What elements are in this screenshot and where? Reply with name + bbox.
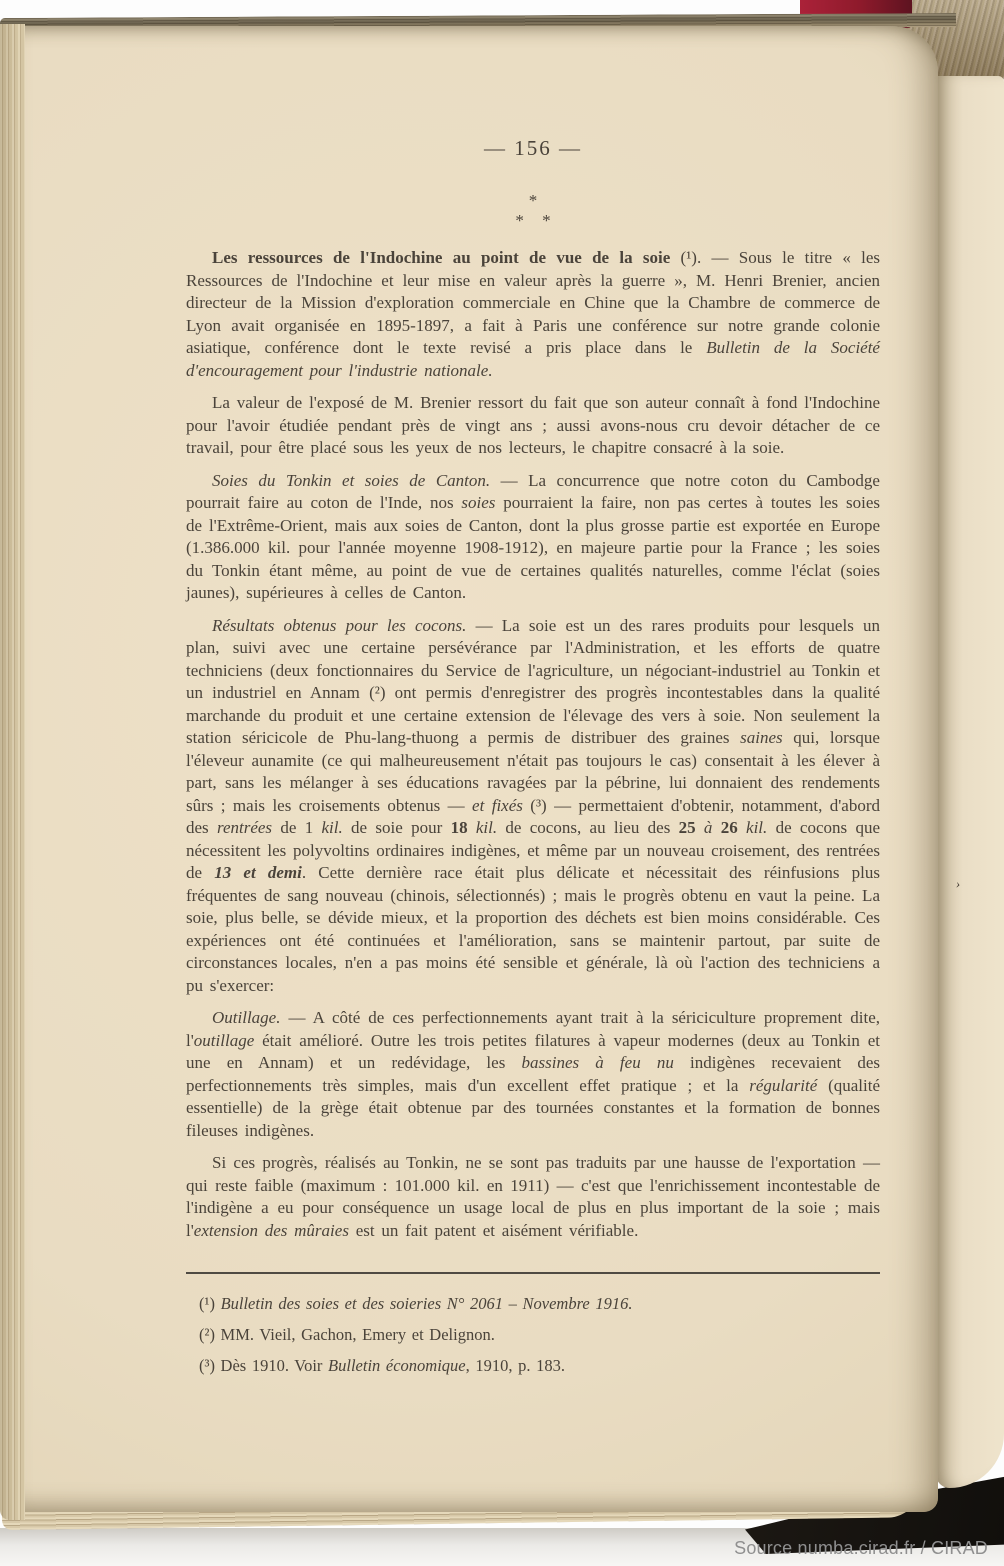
text-segment: 26 xyxy=(720,818,738,837)
text-segment: bassines à feu nu xyxy=(521,1053,674,1072)
text-segment: (qualité essentielle) de la grège était obtenue par des tournées constantes et la formation de bonnes fileuses indigènes. xyxy=(186,1075,881,1140)
text-segment: Soies du Tonkin et soies de Canton. xyxy=(212,470,491,490)
text-segment: (¹). — Sous le titre « les Ressources de l'Indochine et leur mise en valeur après la guerre », M. Henri Brenier, ancien directeur de la Mission d'exploration commerciale en Chine que la Chambre de commerce de Lyon avait organisée en 1895-1897, a fait à Paris une conférence sur notre grande colonie asiatique, conférence dont le texte revisé a pris place dans le xyxy=(186,248,880,357)
asterisk-pair: * * xyxy=(515,211,551,230)
printed-content xyxy=(186,136,880,1385)
text-segment: 18 xyxy=(450,818,468,837)
page-number: — 156 — xyxy=(484,136,582,160)
text-segment: de 1 xyxy=(272,818,322,837)
text-segment: 25 xyxy=(678,818,696,837)
text-segment: est un fait patent et aisément vérifiable. xyxy=(348,1220,639,1240)
footnote xyxy=(186,1354,880,1378)
text-segment: Bulletin des soies et des soieries N° 2061 – Novembre 1916. xyxy=(220,1294,633,1313)
footnotes xyxy=(186,1292,880,1378)
paragraph xyxy=(186,470,880,605)
text-segment: était amélioré. Outre les trois petites filatures à vapeur modernes (deux au Tonkin et une en Annam) et un redévidage, les xyxy=(186,1030,880,1072)
paragraph xyxy=(186,1007,880,1142)
text-segment: à xyxy=(695,818,721,837)
text-segment: rentrées xyxy=(216,818,273,837)
text-segment: de cocons que nécessitent les polyvoltins ordinaires indigènes, et même par un nouveau croisement, des rentrées de xyxy=(186,818,880,882)
footnote xyxy=(186,1292,880,1316)
text-segment: outillage xyxy=(193,1030,255,1050)
text-segment: 13 et demi xyxy=(214,863,302,882)
text-segment: — La concurrence que notre coton du Cambodge pourrait faire au coton de l'Inde, nos xyxy=(186,470,880,512)
text-segment: Bulletin économique xyxy=(328,1356,466,1375)
text-segment: La valeur de l'exposé de M. Brenier ressort du fait que son auteur connaît à fond l'Indochine pour l'avoir étudiée pendant près de vingt ans ; aussi avons-nous cru devoir détacher de ce travail, pour être placé sous les yeux de nos lecteurs, le chapitre consacré à la soie. xyxy=(186,393,880,457)
text-segment: Résultats obtenus pour les cocons. xyxy=(212,615,467,635)
text-segment: , 1910, p. 183. xyxy=(465,1356,566,1375)
source-credit: Source numba.cirad.fr / CIRAD xyxy=(734,1538,988,1558)
paragraph xyxy=(186,247,880,382)
footnote-rule xyxy=(186,1272,880,1274)
text-segment: Les ressources de l'Indochine au point de vue de la soie xyxy=(212,248,681,267)
article-body xyxy=(186,247,880,1242)
text-segment: saines xyxy=(740,728,783,747)
paragraph xyxy=(186,392,880,460)
page-speck-mark: › xyxy=(955,875,962,892)
asterisk-top: * xyxy=(528,191,538,210)
text-segment: extension des mûraies xyxy=(193,1220,349,1240)
paragraph xyxy=(186,1152,880,1242)
left-page-edges xyxy=(0,24,25,1520)
text-segment: (¹) xyxy=(199,1294,221,1313)
facing-page-edge xyxy=(936,76,1004,1488)
text-segment: pourraient la faire, non pas certes à toutes les soies de l'Extrême-Orient, mais aux soies de Canton, dont la plus grosse partie est exportée en Europe (1.386.000 kil. pour l'année moyenne 1908-1912), en majeure partie pour la France ; les soies du Tonkin étant même, au point de vue de certaines qualités naturelles, comme l'éclat (soies jaunes), supérieures à celles de Canton. xyxy=(186,493,880,602)
text-segment: . Cette dernière race était plus délicate et nécessitait des réinfusions plus fréquentes de sang nouveau (chinois, sélectionnés) ; mais le progrès obtenu en vaut la peine. La soie, plus belle, se dévide mieux, et la proportion des déchets est bien moins considérable. Ces expériences ont été continuées et l'amélioration, sans se maintenir partout, par suite de circonstances locales, n'en a pas moins été sensible et générale, là où l'action des techniciens a pu s'exercer: xyxy=(186,863,880,995)
text-segment: — A côté de ces perfectionnements ayant trait à la sériciculture proprement dite, l' xyxy=(186,1008,880,1050)
footnote xyxy=(186,1323,880,1347)
text-segment: kil. xyxy=(737,818,768,837)
text-segment: Si ces progrès, réalisés au Tonkin, ne se sont pas traduits par une hausse de l'exportation — qui reste faible (maximum : 101.000 kil. en 1911) — c'est que l'enrichissement incontestable de l'indigène a eu pour conséquence un usage local de plus en plus important de la soie ; mais l' xyxy=(186,1153,880,1240)
text-segment: kil. xyxy=(467,818,498,837)
text-segment: régularité xyxy=(749,1075,818,1095)
text-segment: Outillage. xyxy=(212,1008,281,1027)
paragraph xyxy=(186,615,880,998)
text-segment: de soie pour xyxy=(342,818,451,837)
text-segment: qui, lorsque l'éleveur aunamite (ce qui malheureusement n'était pas toujours le cas) consentait à les élever à part, sans les mélanger à ses éducations ravagées par la pébrine, lui donnaient des rendements sûrs ; mais les croisements obtenus — xyxy=(186,728,880,815)
text-segment: (²) MM. Vieil, Gachon, Emery et Delignon. xyxy=(199,1325,495,1344)
asterisk-ornament xyxy=(186,191,880,231)
text-segment: (³) — permettaient d'obtenir, notamment, d'abord des xyxy=(186,795,881,837)
text-segment: Bulletin de la Société d'encouragement pour l'industrie nationale. xyxy=(186,338,880,380)
text-segment: de cocons, au lieu des xyxy=(497,818,679,837)
text-segment: soies xyxy=(461,493,496,512)
text-segment: et fixés xyxy=(472,795,523,815)
text-segment: indigènes recevaient des perfectionnements très simples, mais d'un excellent effet pratique ; et la xyxy=(186,1053,880,1095)
text-segment: kil. xyxy=(321,818,343,837)
text-segment: (³) Dès 1910. Voir xyxy=(199,1356,329,1375)
book-page xyxy=(8,26,938,1512)
text-segment: — La soie est un des rares produits pour lesquels un plan, suivi avec une certaine persévérance par l'Administration, et les efforts de quatre techniciens (deux fonctionnaires du Service de l'agriculture, un négociant-industriel au Tonkin et un industriel en Annam (²) ont permis d'enregistrer des progrès incontestables dans la qualité marchande du produit et une certaine extension de l'élevage des vers à soie. Non seulement la station séricicole de Phu-lang-thuong a permis de distribuer des graines xyxy=(186,615,881,747)
